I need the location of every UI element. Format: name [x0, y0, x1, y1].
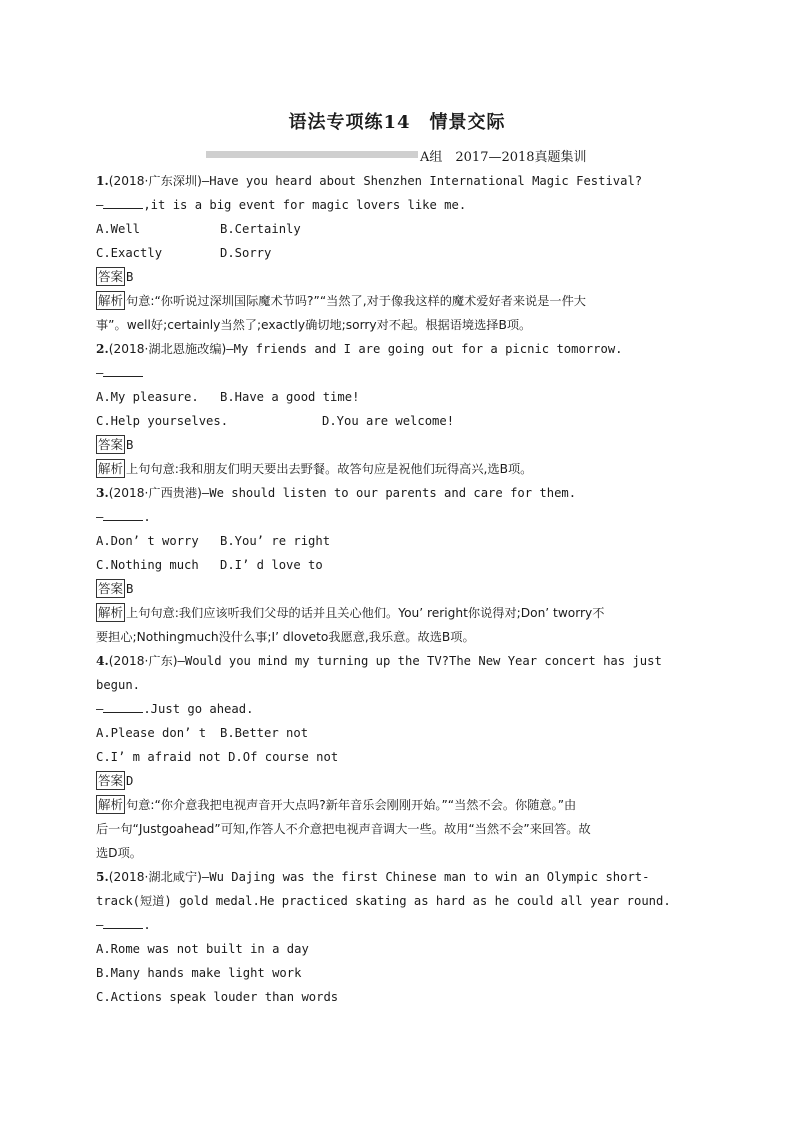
option-b: B.Better not	[220, 726, 309, 740]
analysis-label-box: 解析	[98, 293, 124, 308]
question-4-options-cd	[96, 747, 696, 771]
answer-label-box: 答案	[98, 581, 124, 596]
analysis-label-box: 解析	[98, 461, 124, 476]
question-3-reply: — .	[96, 507, 696, 531]
answer-blank	[103, 363, 143, 377]
option-c: C.I’ m afraid not	[96, 750, 221, 764]
group-heading: A组 2017—2018真题集训	[420, 150, 587, 165]
option-c: C.Help yourselves.	[96, 414, 229, 428]
question-1-analysis: 解析 句意:“你听说过深圳国际魔术节吗?”“当然了,对于像我这样的魔术爱好者来说是一件大	[98, 293, 586, 308]
option-a: A.Please don’ t	[96, 726, 207, 740]
option-d: D.You are welcome!	[322, 414, 455, 428]
question-4-analysis: 解析 句意:“你介意我把电视声音开大点吗?新年音乐会刚刚开始。”“当然不会。你随意。”由	[98, 797, 577, 812]
option-c: C.Exactly	[96, 246, 163, 260]
group-divider-bar	[206, 151, 418, 158]
question-5-option-b: B.Many hands make light work	[96, 966, 302, 980]
answer-blank	[103, 507, 143, 521]
question-1-reply: — ,it is a big event for magic lovers like me.	[96, 195, 696, 219]
question-2-answer: 答案 B	[98, 437, 134, 452]
question-4-analysis-cont2: 选D项。	[96, 846, 142, 860]
question-1-options-cd	[96, 243, 696, 267]
question-5-stem: 5.(2018·湖北咸宁)—Wu Dajing was the first Chinese man to win an Olympic short-	[96, 870, 650, 884]
answer-label-box: 答案	[98, 269, 124, 284]
option-b: B.Certainly	[220, 222, 301, 236]
question-3-answer: 答案 B	[98, 581, 134, 596]
answer-blank	[103, 195, 143, 209]
question-4-reply: — .Just go ahead.	[96, 699, 696, 723]
page-title: 语法专项练14 情景交际	[288, 112, 506, 133]
option-a: A.My pleasure.	[96, 390, 199, 404]
question-4-analysis-cont: 后一句“Justgoahead”可知,作答人不介意把电视声音调大一些。故用“当然不会”来回答。故	[96, 822, 591, 836]
question-4-stem-cont: begun.	[96, 678, 141, 692]
question-3-options-ab	[96, 531, 696, 555]
answer-label-box: 答案	[98, 773, 124, 788]
question-2-reply: —	[96, 363, 696, 387]
question-2-stem: 2.(2018·湖北恩施改编)—My friends and I are going out for a picnic tomorrow.	[96, 342, 623, 356]
question-3-analysis: 解析 上句句意:我们应该听我们父母的话并且关心他们。You’ reright你说得对;Don’ tworry不	[98, 605, 605, 620]
analysis-label-box: 解析	[98, 797, 124, 812]
question-2-options-ab	[96, 387, 696, 411]
question-1-options-ab	[96, 219, 696, 243]
question-5-option-c: C.Actions speak louder than words	[96, 990, 339, 1004]
question-4-answer: 答案 D	[98, 773, 134, 788]
option-d: D.Sorry	[220, 246, 272, 260]
question-5-reply: — .	[96, 915, 696, 939]
question-5-stem-cont: track(短道) gold medal.He practiced skating as hard as he could all year round.	[96, 894, 671, 908]
option-a: A.Well	[96, 222, 141, 236]
question-4-options-ab	[96, 723, 696, 747]
option-a: A.Don’ t worry	[96, 534, 199, 548]
question-1-stem: 1.(2018·广东深圳)—Have you heard about Shenzhen International Magic Festival?	[96, 174, 643, 188]
question-5-option-a: A.Rome was not built in a day	[96, 942, 309, 956]
option-c: C.Nothing much	[96, 558, 199, 572]
question-list	[96, 171, 696, 1011]
question-2-analysis: 解析 上句句意:我和朋友们明天要出去野餐。故答句应是祝他们玩得高兴,选B项。	[98, 461, 533, 476]
question-4-stem: 4.(2018·广东)—Would you mind my turning up the TV?The New Year concert has just	[96, 654, 662, 668]
question-3-options-cd	[96, 555, 696, 579]
answer-label-box: 答案	[98, 437, 124, 452]
question-2-options-cd	[96, 411, 696, 435]
answer-blank	[103, 699, 143, 713]
question-1-analysis-cont: 事”。well好;certainly当然了;exactly确切地;sorry对不起。根据语境选择B项。	[96, 318, 532, 332]
question-3-analysis-cont: 要担心;Nothingmuch没什么事;I’ dloveto我愿意,我乐意。故选B项。	[96, 630, 475, 644]
question-3-stem: 3.(2018·广西贵港)—We should listen to our parents and care for them.	[96, 486, 577, 500]
question-1-answer: 答案 B	[98, 269, 134, 284]
option-b: B.Have a good time!	[220, 390, 360, 404]
option-d: D.I’ d love to	[220, 558, 323, 572]
analysis-label-box: 解析	[98, 605, 124, 620]
option-b: B.You’ re right	[220, 534, 331, 548]
answer-blank	[103, 915, 143, 929]
option-d: D.Of course not	[228, 750, 339, 764]
